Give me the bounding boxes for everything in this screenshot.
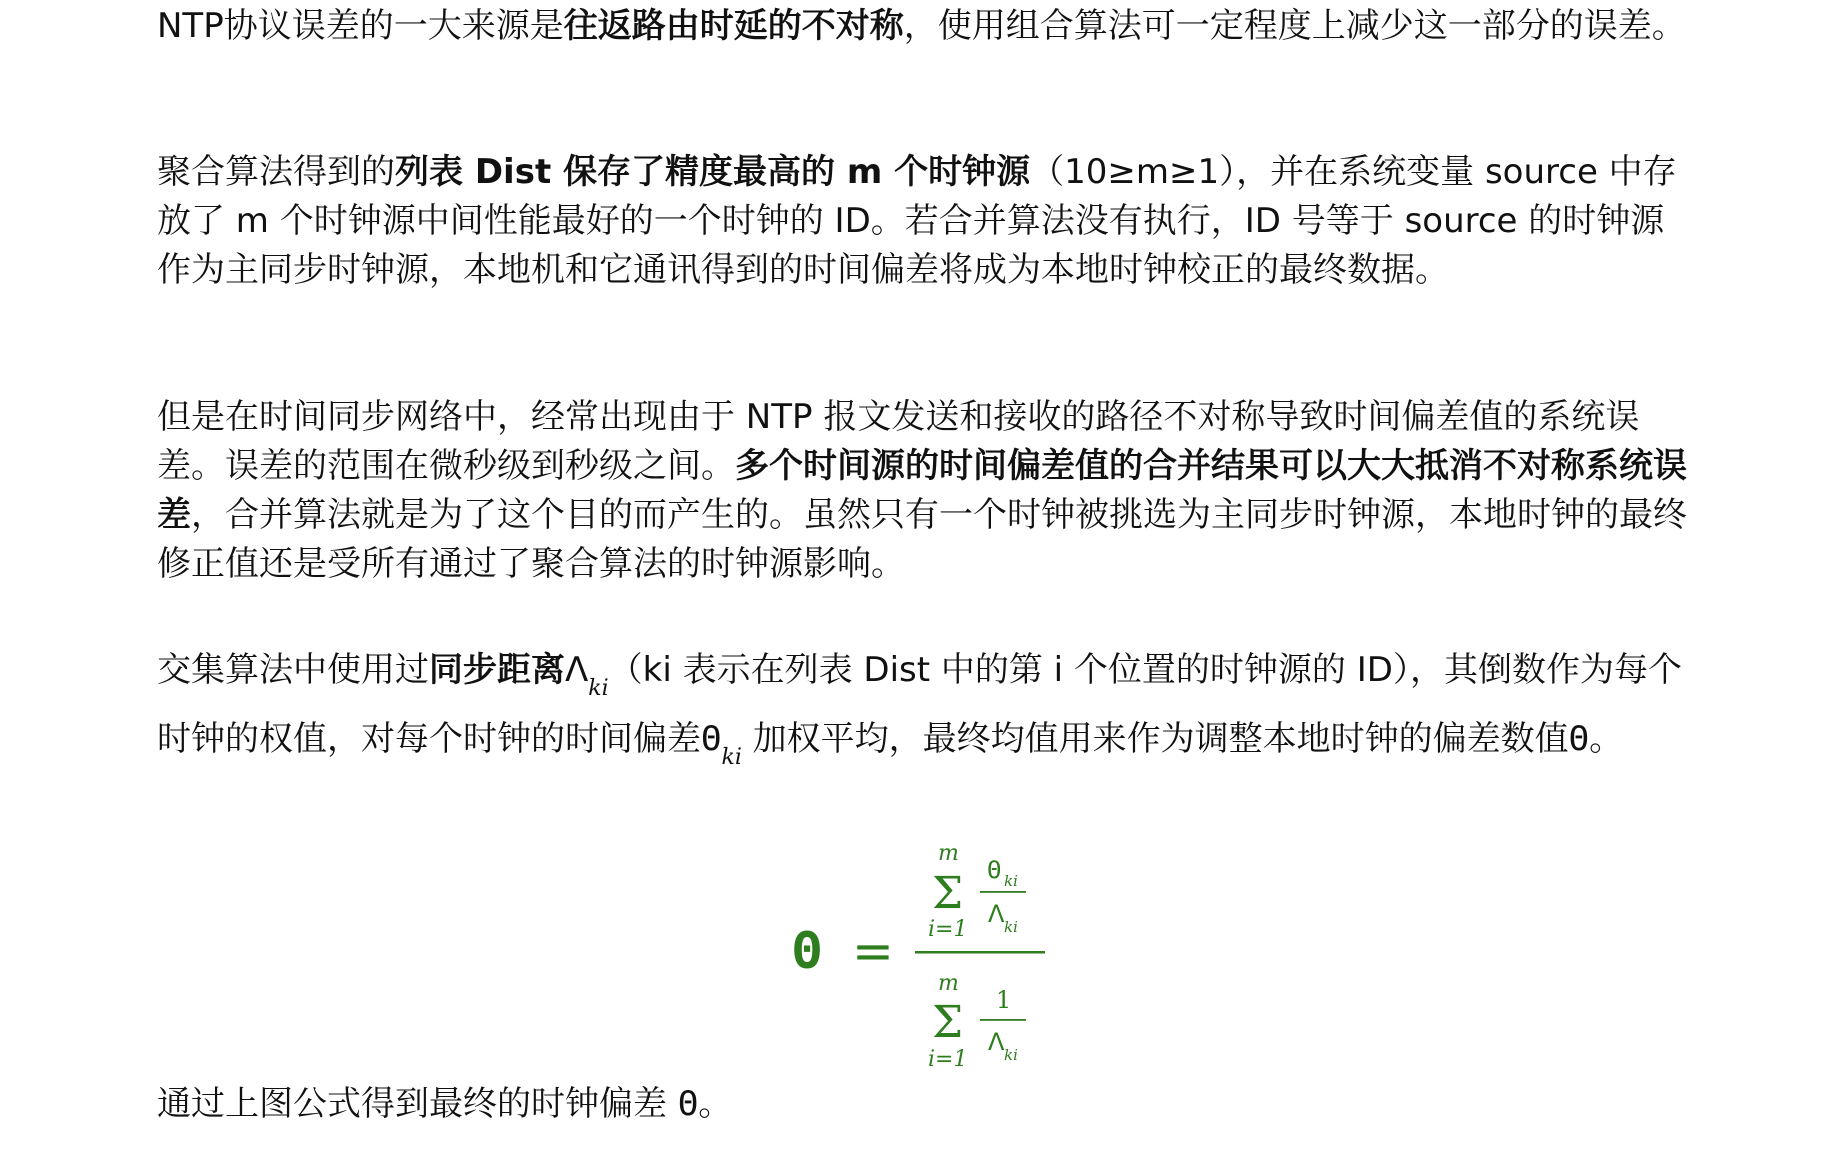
p4-text-end: 。 bbox=[1589, 719, 1624, 759]
paragraph-2 bbox=[157, 148, 1697, 295]
den-sum-upper: m bbox=[938, 971, 959, 996]
num-sum-sign: Σ bbox=[932, 868, 964, 919]
weighted-average-formula bbox=[790, 830, 1070, 1070]
p5-text-pre: 通过上图公式得到最终的时钟偏差 bbox=[157, 1084, 678, 1124]
num-inner-lambda-sub: ki bbox=[1004, 918, 1018, 936]
formula-lhs-theta: Θ bbox=[792, 922, 823, 980]
p3-text-bold: 多个时间源的时间偏差值的合并结果可以大大抵消不对称系统误差 bbox=[157, 446, 1687, 535]
p3-text-post: ，合并算法就是为了这个目的而产生的。虽然只有一个时钟被挑选为主同步时钟源，本地时钟的最终修正值还是受所有通过了聚合算法的时钟源影响。 bbox=[157, 495, 1687, 584]
p1-text-bold: 往返路由时延的不对称 bbox=[563, 6, 904, 46]
lambda-symbol: Λ bbox=[565, 650, 589, 690]
den-sum-lower: i=1 bbox=[928, 1047, 968, 1070]
den-inner-bar bbox=[980, 1019, 1026, 1021]
theta-symbol: Θ bbox=[701, 719, 722, 759]
paragraph-5 bbox=[157, 1080, 1697, 1129]
p1-text-pre: NTP协议误差的一大来源是 bbox=[157, 6, 564, 46]
lambda-subscript: ki bbox=[588, 676, 609, 701]
formula-svg bbox=[790, 830, 1070, 1070]
theta-symbol-2: Θ bbox=[1568, 719, 1590, 759]
p3-text-pre: 但是在时间同步网络中，经常出现由于 NTP 报文发送和接收的路径不对称导致时间偏差值的系统误差。误差的范围在微秒级到秒级之间。 bbox=[157, 397, 1640, 486]
p4-text-post: 加权平均，最终均值用来作为调整本地时钟的偏差数值 bbox=[741, 719, 1569, 759]
num-inner-lambda: Λ bbox=[988, 900, 1005, 928]
paragraph-1 bbox=[157, 2, 1697, 51]
formula-main-fraction-bar bbox=[915, 951, 1045, 954]
paragraph-3 bbox=[157, 393, 1697, 589]
p4-text-bold: 同步距离 bbox=[429, 650, 565, 690]
den-inner-lambda-sub: ki bbox=[1004, 1046, 1018, 1064]
p5-text-end: 。 bbox=[698, 1084, 733, 1124]
num-inner-theta: Θ bbox=[987, 856, 1002, 884]
p4-text-pre: 交集算法中使用过 bbox=[157, 650, 429, 690]
theta-symbol-3: Θ bbox=[677, 1084, 699, 1124]
den-sum-sign: Σ bbox=[932, 997, 964, 1048]
p4-text-mid: （ki 表示在列表 Dist 中的第 i 个位置的时钟源的 ID），其倒数作为每个时钟的权值，对每个时钟的时间偏差 bbox=[157, 650, 1682, 759]
p2-text-pre: 聚合算法得到的 bbox=[157, 152, 395, 192]
num-inner-bar bbox=[980, 891, 1026, 893]
num-sum-upper: m bbox=[938, 841, 959, 866]
den-inner-lambda: Λ bbox=[988, 1028, 1005, 1056]
p1-text-post: ，使用组合算法可一定程度上减少这一部分的误差。 bbox=[903, 6, 1686, 46]
paragraph-4 bbox=[157, 638, 1697, 776]
p2-text-post: （10≥m≥1），并在系统变量 source 中存放了 m 个时钟源中间性能最好的一个时钟的 ID。若合并算法没有执行，ID 号等于 source 的时钟源作为主同步时钟源，本地机和它通讯得到的时间偏差将成为本地时钟校正的最终数据。 bbox=[157, 152, 1677, 290]
num-inner-theta-sub: ki bbox=[1004, 872, 1018, 890]
p2-text-bold: 列表 Dist 保存了精度最高的 m 个时钟源 bbox=[395, 152, 1031, 192]
den-inner-one: 1 bbox=[996, 986, 1012, 1014]
num-sum-lower: i=1 bbox=[928, 917, 968, 942]
theta-subscript: ki bbox=[721, 745, 742, 770]
formula-equals: = bbox=[852, 922, 894, 980]
